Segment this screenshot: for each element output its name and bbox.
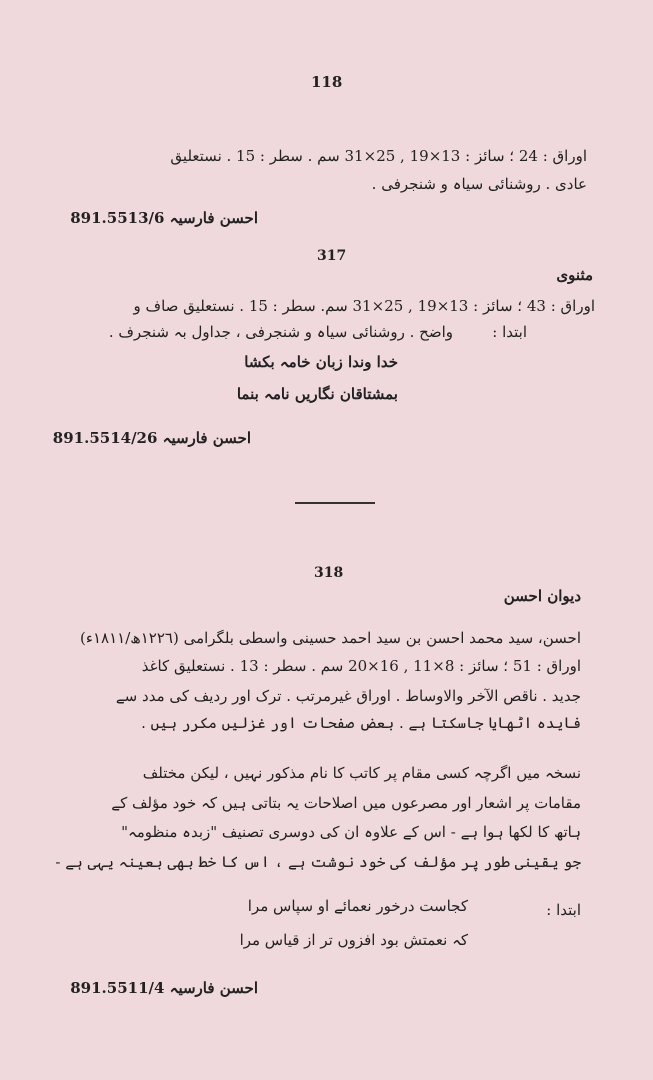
entry-317-title: مثنوی: [556, 266, 593, 284]
entry-318-author: احسن، سید محمد احسن بن سید احمد حسینی واسطی بلگرامی (١٢٢٦ھ/١٨١١ء): [80, 629, 581, 647]
entry-318-ibtida-label: ابتدا :: [546, 901, 581, 919]
entry-318-line3: فایدہ اٹھایا جاسکتا ہے . بعض صفحات اور غزلیں مکرر ہیں .: [141, 714, 581, 732]
entry-318-para4: جو یقینی طور پر مؤلف کی خود نوشت ہے ، اس کا خط بھی بعینہ یہی ہے -: [55, 853, 581, 871]
entry-a-line2: عادی . روشنائی سیاہ و شنجرفی .: [371, 175, 587, 193]
entry-318-title: دیوان احسن: [503, 587, 581, 605]
entry-a-shelfmark: احسن فارسیہ 891.5513/6: [70, 209, 258, 227]
entry-317-number: 317: [317, 248, 347, 264]
entry-317-line1: اوراق : 43 ؛ سائز : 13×19 , 25×31 سم. سطر : 15 . نستعلیق صاف و: [133, 297, 595, 315]
entry-317-ibtida-label: ابتدا :: [492, 323, 527, 341]
entry-318-line1: اوراق : 51 ؛ سائز : 8×11 , 16×20 سم . سطر : 13 . نستعلیق کاغذ: [141, 657, 581, 675]
entry-a-line1: اوراق : 24 ؛ سائز : 13×19 , 25×31 سم . سطر : 15 . نستعلیق: [170, 147, 587, 165]
entry-318-number: 318: [314, 565, 344, 581]
entry-318-verse1: کجاست درخور نعمائے او سپاس مرا: [247, 897, 468, 915]
entry-318-para3: ہاتھ کا لکھا ہوا ہے - اس کے علاوہ ان کی دوسری تصنیف "زبدہ منظومہ": [121, 823, 581, 841]
entry-318-para2: مقامات پر اشعار اور مصرعوں میں اصلاحات یہ بتاتی ہیں کہ خود مؤلف کے: [111, 794, 581, 812]
page-number: 118: [311, 73, 343, 91]
entry-318-line2: جدید . ناقص الآخر والاوساط . اوراق غیرمرتب . ترک اور ردیف کی مدد سے: [115, 687, 581, 705]
entry-317-verse2: بمشتاقان نگاریں نامہ بنما: [236, 385, 398, 403]
entry-317-verse1: خدا وندا زبان خامہ بکشا: [244, 353, 398, 371]
entry-318-para1: نسخہ میں اگرچہ کسی مقام پر کاتب کا نام مذکور نہیں ، لیکن مختلف: [142, 764, 581, 782]
entry-318-verse2: کہ نعمتش بود افزوں تر از قیاس مرا: [239, 931, 468, 949]
entry-318-shelfmark: احسن فارسیہ 891.5511/4: [70, 979, 258, 997]
entry-317-shelfmark: احسن فارسیہ 891.5514/26: [52, 429, 251, 447]
entry-317-line2: واضح . روشنائی سیاہ و شنجرفی ، جداول بہ شنجرف .: [108, 323, 453, 341]
section-divider: [295, 502, 375, 504]
